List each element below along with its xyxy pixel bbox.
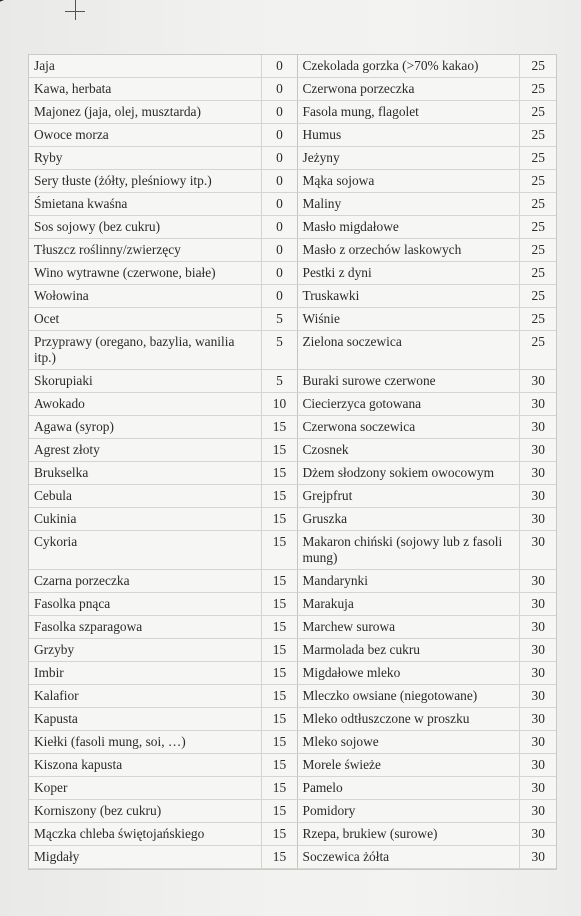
food-name-left: Skorupiaki (29, 370, 261, 393)
table-row (29, 262, 556, 285)
value-right: 30 (519, 531, 556, 570)
table-row (29, 101, 556, 124)
food-name-right: Mleko sojowe (297, 731, 519, 754)
food-name-left: Awokado (29, 393, 261, 416)
table-row (29, 170, 556, 193)
value-right: 30 (519, 639, 556, 662)
value-right: 25 (519, 55, 556, 78)
food-name-left: Majonez (jaja, olej, musztarda) (29, 101, 261, 124)
food-name-right: Makaron chiński (sojowy lub z fasoli mung) (297, 531, 519, 570)
food-name-left: Kapusta (29, 708, 261, 731)
value-left: 15 (261, 416, 297, 439)
value-right: 30 (519, 370, 556, 393)
value-right: 30 (519, 777, 556, 800)
table-row (29, 239, 556, 262)
table-row (29, 216, 556, 239)
value-left: 15 (261, 754, 297, 777)
value-right: 30 (519, 731, 556, 754)
value-right: 25 (519, 124, 556, 147)
food-name-right: Jeżyny (297, 147, 519, 170)
food-name-right: Migdałowe mleko (297, 662, 519, 685)
value-left: 15 (261, 846, 297, 869)
food-name-left: Kawa, herbata (29, 78, 261, 101)
value-left: 0 (261, 170, 297, 193)
page-corner-mark (0, 0, 26, 4)
value-left: 10 (261, 393, 297, 416)
food-name-left: Tłuszcz roślinny/zwierzęcy (29, 239, 261, 262)
food-name-right: Masło z orzechów laskowych (297, 239, 519, 262)
table-row (29, 593, 556, 616)
food-name-left: Migdały (29, 846, 261, 869)
food-name-right: Ciecierzyca gotowana (297, 393, 519, 416)
value-right: 30 (519, 439, 556, 462)
table-row (29, 124, 556, 147)
value-right: 25 (519, 331, 556, 370)
registration-mark-h (65, 11, 85, 12)
table-row (29, 708, 556, 731)
value-right: 30 (519, 662, 556, 685)
value-right: 30 (519, 508, 556, 531)
food-name-right: Soczewica żółta (297, 846, 519, 869)
food-name-right: Marmolada bez cukru (297, 639, 519, 662)
value-right: 30 (519, 685, 556, 708)
table-row (29, 531, 556, 570)
value-right: 25 (519, 78, 556, 101)
table-row (29, 685, 556, 708)
food-name-left: Korniszony (bez cukru) (29, 800, 261, 823)
value-left: 5 (261, 370, 297, 393)
food-name-right: Wiśnie (297, 308, 519, 331)
food-name-right: Marakuja (297, 593, 519, 616)
value-left: 15 (261, 570, 297, 593)
value-left: 0 (261, 239, 297, 262)
value-left: 15 (261, 708, 297, 731)
food-name-right: Czerwona porzeczka (297, 78, 519, 101)
value-right: 30 (519, 593, 556, 616)
value-right: 25 (519, 147, 556, 170)
food-name-right: Humus (297, 124, 519, 147)
food-table (29, 55, 556, 869)
food-name-right: Mandarynki (297, 570, 519, 593)
food-name-right: Buraki surowe czerwone (297, 370, 519, 393)
value-left: 0 (261, 216, 297, 239)
food-name-left: Grzyby (29, 639, 261, 662)
table-row (29, 439, 556, 462)
table-row (29, 308, 556, 331)
value-left: 15 (261, 823, 297, 846)
value-left: 15 (261, 800, 297, 823)
food-name-left: Sos sojowy (bez cukru) (29, 216, 261, 239)
food-name-right: Rzepa, brukiew (surowe) (297, 823, 519, 846)
table-row (29, 285, 556, 308)
table-row (29, 570, 556, 593)
food-name-right: Mleczko owsiane (niegotowane) (297, 685, 519, 708)
food-name-right: Morele świeże (297, 754, 519, 777)
food-name-right: Maliny (297, 193, 519, 216)
food-name-left: Agawa (syrop) (29, 416, 261, 439)
food-name-right: Pestki z dyni (297, 262, 519, 285)
table-row (29, 777, 556, 800)
food-name-left: Cukinia (29, 508, 261, 531)
table-row (29, 331, 556, 370)
table-row (29, 508, 556, 531)
food-name-left: Agrest złoty (29, 439, 261, 462)
table-row (29, 393, 556, 416)
food-name-left: Fasolka szparagowa (29, 616, 261, 639)
food-name-left: Sery tłuste (żółty, pleśniowy itp.) (29, 170, 261, 193)
value-left: 15 (261, 731, 297, 754)
value-left: 0 (261, 262, 297, 285)
value-left: 5 (261, 308, 297, 331)
value-left: 0 (261, 147, 297, 170)
value-left: 0 (261, 78, 297, 101)
food-name-left: Mączka chleba świętojańskiego (29, 823, 261, 846)
value-left: 0 (261, 55, 297, 78)
value-left: 0 (261, 285, 297, 308)
food-name-left: Brukselka (29, 462, 261, 485)
food-name-right: Gruszka (297, 508, 519, 531)
table-row (29, 462, 556, 485)
value-left: 15 (261, 685, 297, 708)
table-row (29, 416, 556, 439)
table-row (29, 616, 556, 639)
food-name-left: Ocet (29, 308, 261, 331)
value-right: 25 (519, 239, 556, 262)
value-left: 0 (261, 193, 297, 216)
value-left: 15 (261, 531, 297, 570)
table-row (29, 55, 556, 78)
table-row (29, 370, 556, 393)
table-row (29, 754, 556, 777)
food-name-right: Czerwona soczewica (297, 416, 519, 439)
registration-mark (75, 0, 76, 20)
value-left: 15 (261, 439, 297, 462)
value-right: 30 (519, 846, 556, 869)
value-left: 15 (261, 485, 297, 508)
food-name-right: Grejpfrut (297, 485, 519, 508)
value-left: 15 (261, 616, 297, 639)
food-name-right: Masło migdałowe (297, 216, 519, 239)
food-name-right: Mleko odtłuszczone w proszku (297, 708, 519, 731)
value-left: 15 (261, 639, 297, 662)
food-name-right: Pamelo (297, 777, 519, 800)
food-name-left: Cykoria (29, 531, 261, 570)
value-right: 30 (519, 823, 556, 846)
food-name-left: Wołowina (29, 285, 261, 308)
food-name-right: Truskawki (297, 285, 519, 308)
value-left: 0 (261, 124, 297, 147)
table-row (29, 846, 556, 869)
value-right: 25 (519, 216, 556, 239)
value-right: 25 (519, 262, 556, 285)
value-left: 15 (261, 593, 297, 616)
food-name-left: Kiełki (fasoli mung, soi, …) (29, 731, 261, 754)
table-row (29, 193, 556, 216)
table-row (29, 639, 556, 662)
value-right: 25 (519, 193, 556, 216)
value-right: 30 (519, 800, 556, 823)
value-right: 25 (519, 308, 556, 331)
food-name-right: Zielona soczewica (297, 331, 519, 370)
table-row (29, 823, 556, 846)
food-table-body (29, 55, 556, 869)
food-name-left: Wino wytrawne (czerwone, białe) (29, 262, 261, 285)
food-name-right: Pomidory (297, 800, 519, 823)
food-name-left: Kiszona kapusta (29, 754, 261, 777)
food-name-right: Mąka sojowa (297, 170, 519, 193)
food-name-left: Fasolka pnąca (29, 593, 261, 616)
value-right: 30 (519, 570, 556, 593)
value-right: 25 (519, 170, 556, 193)
value-right: 30 (519, 754, 556, 777)
value-right: 30 (519, 393, 556, 416)
table-row (29, 731, 556, 754)
value-right: 30 (519, 462, 556, 485)
table-row (29, 78, 556, 101)
value-left: 15 (261, 462, 297, 485)
table-row (29, 485, 556, 508)
value-right: 30 (519, 708, 556, 731)
value-right: 30 (519, 416, 556, 439)
value-left: 15 (261, 508, 297, 531)
table-row (29, 800, 556, 823)
value-left: 15 (261, 777, 297, 800)
value-right: 25 (519, 285, 556, 308)
food-name-left: Jaja (29, 55, 261, 78)
value-right: 30 (519, 616, 556, 639)
food-name-left: Przyprawy (oregano, bazylia, wanilia itp.) (29, 331, 261, 370)
food-name-left: Imbir (29, 662, 261, 685)
food-name-left: Czarna porzeczka (29, 570, 261, 593)
value-left: 0 (261, 101, 297, 124)
food-name-right: Czosnek (297, 439, 519, 462)
food-name-right: Marchew surowa (297, 616, 519, 639)
value-left: 5 (261, 331, 297, 370)
table-row (29, 147, 556, 170)
food-table-frame (28, 54, 557, 870)
value-left: 15 (261, 662, 297, 685)
food-name-right: Fasola mung, flagolet (297, 101, 519, 124)
value-right: 25 (519, 101, 556, 124)
food-name-right: Czekolada gorzka (>70% kakao) (297, 55, 519, 78)
table-row (29, 662, 556, 685)
value-right: 30 (519, 485, 556, 508)
food-name-right: Dżem słodzony sokiem owocowym (297, 462, 519, 485)
food-name-left: Ryby (29, 147, 261, 170)
food-name-left: Kalafior (29, 685, 261, 708)
food-name-left: Owoce morza (29, 124, 261, 147)
food-name-left: Śmietana kwaśna (29, 193, 261, 216)
food-name-left: Cebula (29, 485, 261, 508)
food-name-left: Koper (29, 777, 261, 800)
